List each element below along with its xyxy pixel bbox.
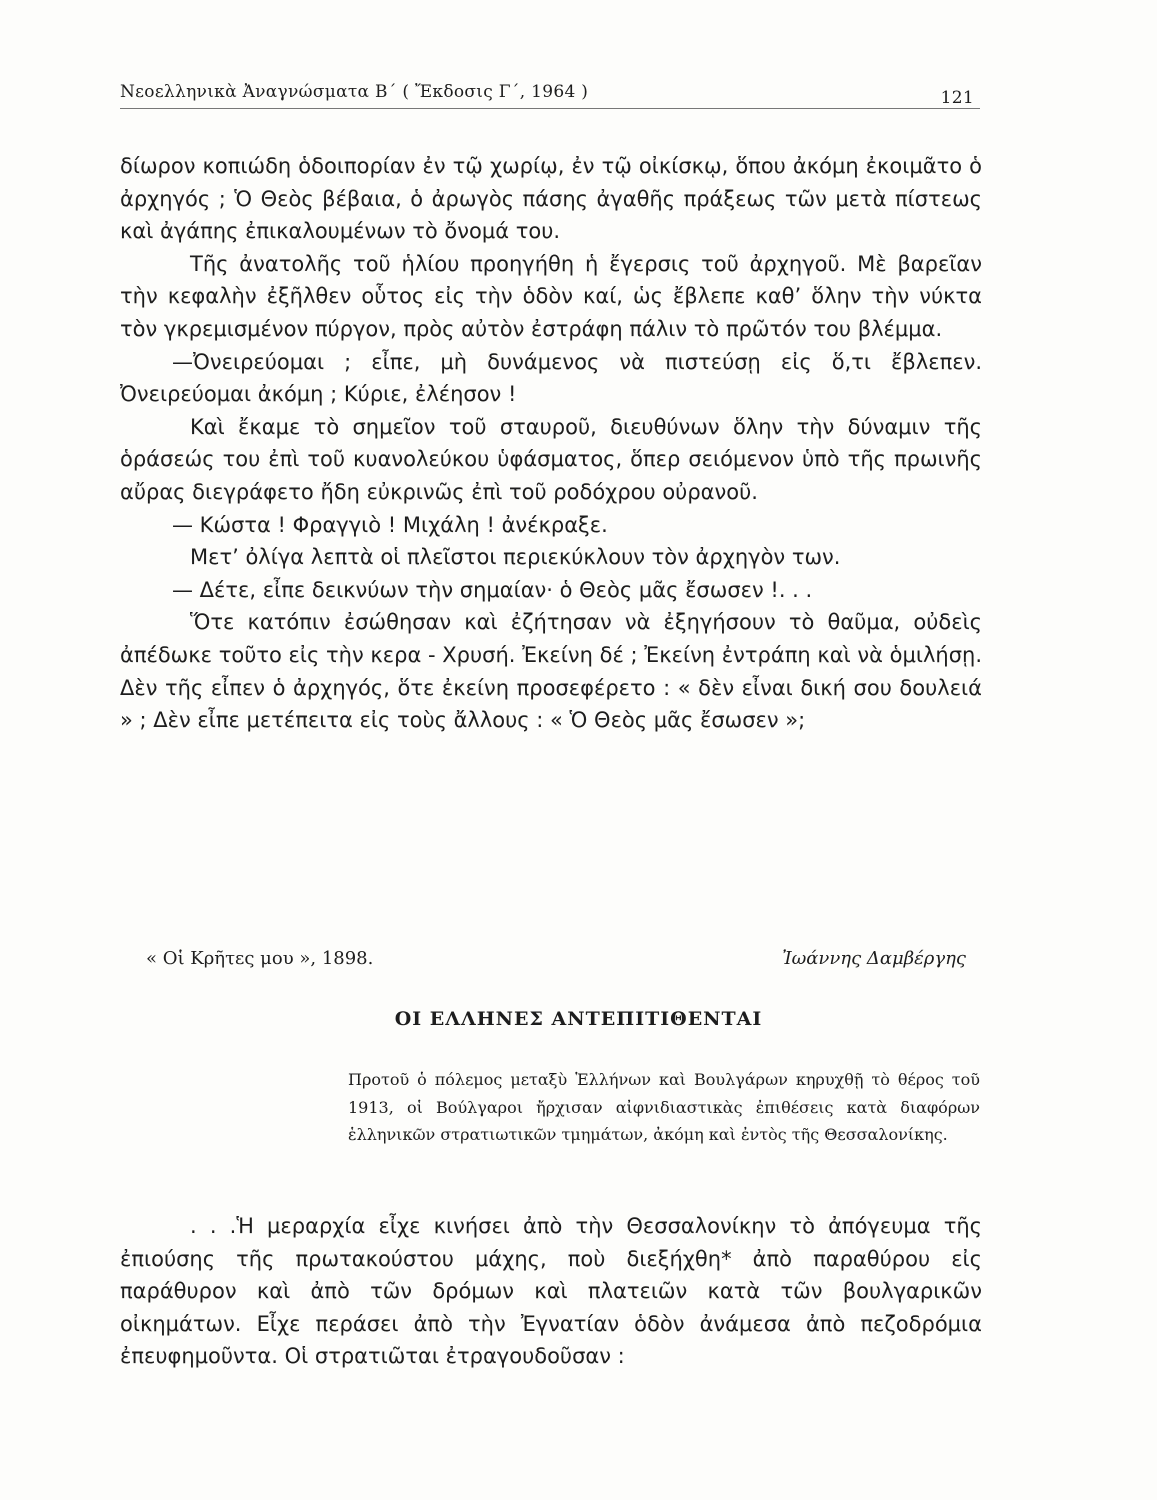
section-heading: ΟΙ ΕΛΛΗΝΕΣ ΑΝΤΕΠΙΤΙΘΕΝΤΑΙ [394,1008,763,1030]
paragraph: Ὅτε κατόπιν ἐσώθησαν καὶ ἐζήτησαν νὰ ἐξηγήσουν τὸ θαῦμα, οὐδεὶς ἀπέδωκε τοῦτο εἰς τὴν κερα - Χρυσή. Ἐκείνη δέ ; Ἐκείνη ἐντράπη καὶ νὰ ὁμιλήσῃ. Δὲν τῆς εἶπεν ὁ ἀρχηγός, ὅτε ἐκείνη προσεφέρετο : « δὲν εἶναι δική σου δουλειά » ; Δὲν εἶπε μετέπειτα εἰς τοὺς ἄλλους : « Ὁ Θεὸς μᾶς ἔσωσεν »; [120,610,982,733]
page-header [120,78,980,109]
source-title: « Οἱ Κρῆτες μου », 1898. [146,948,374,969]
dialog-line: — Δέτε, εἶπε δεικνύων τὴν σημαίαν· ὁ Θεὸς μᾶς ἔσωσεν !. . . [172,577,813,602]
paragraph: Καὶ ἔκαμε τὸ σημεῖον τοῦ σταυροῦ, διευθύνων ὅλην τὴν δύναμιν τῆς ὁράσεώς του ἐπὶ τοῦ κυανολεύκου ὑφάσματος, ὅπερ σειόμενον ὑπὸ τῆς πρωινῆς αὔρας διεγράφετο ἤδη εὐκρινῶς ἐπὶ τοῦ ροδόχρου οὐρανοῦ. [120,414,982,504]
paragraph: . . .Ἡ μεραρχία εἶχε κινήσει ἀπὸ τὴν Θεσσαλονίκην τὸ ἀπόγευμα τῆς ἐπιούσης τῆς πρωτακούστου μάχης, ποὺ διεξήχθη* ἀπὸ παραθύρου εἰς παράθυρον καὶ ἀπὸ τῶν δρόμων καὶ πλατειῶν κατὰ τῶν βουλγαρικῶν οἰκημάτων. Εἶχε περάσει ἀπὸ τὴν Ἐγνατίαν ὁδὸν ἀνάμεσα ἀπὸ πεζοδρόμια ἐπευφημοῦντα. Οἱ στρατιῶται ἐτραγουδοῦσαν : [120,1214,982,1369]
intro-note-text: Προτοῦ ὁ πόλεμος μεταξὺ Ἑλλήνων καὶ Βουλγάρων κηρυχθῇ τὸ θέρος τοῦ 1913, οἱ Βούλγαροι ἤρχισαν αἰφνιδιαστικὰς ἐπιθέσεις κατὰ διαφόρων ἑλληνικῶν στρατιωτικῶν τμημάτων, ἀκόμη καὶ ἐντὸς τῆς Θεσσαλονίκης. [348,1070,980,1144]
page-number: 121 [940,88,974,108]
paragraph: δίωρον κοπιώδη ὁδοιπορίαν ἐν τῷ χωρίῳ, ἐν τῷ οἰκίσκῳ, ὅπου ἀκόμη ἐκοιμᾶτο ὁ ἀρχηγός ; Ὁ Θεὸς βέβαια, ὁ ἀρωγὸς πάσης ἀγαθῆς πράξεως τῶν μετὰ πίστεως καὶ ἀγάπης ἐπικαλουμένων τὸ ὄνομά του. [120,154,982,244]
paragraph: Μετ’ ὀλίγα λεπτὰ οἱ πλεῖστοι περιεκύκλουν τὸν ἀρχηγὸν των. [190,545,841,570]
source-author: Ἰωάννης Δαμβέργης [782,948,966,969]
paragraph: Τῆς ἀνατολῆς τοῦ ἡλίου προηγήθη ἡ ἔγερσις τοῦ ἀρχηγοῦ. Μὲ βαρεῖαν τὴν κεφαλὴν ἐξῆλθεν οὗτος εἰς τὴν ὁδὸν καί, ὡς ἔβλεπε καθ’ ὅλην τὴν νύκτα τὸν γκρεμισμένον πύργον, πρὸς αὐτὸν ἐστράφη πάλιν τὸ πρῶτόν του βλέμμα. [120,251,982,341]
section-text [120,1210,982,1373]
dialog-line: —Ὀνειρεύομαι ; εἶπε, μὴ δυνάμενος νὰ πιστεύσῃ εἰς ὅ,τι ἔβλεπεν. Ὀνειρεύομαι ἀκόμη ; Κύριε, ἐλέησον ! [120,349,982,407]
running-title: Νεοελληνικὰ Ἀναγνώσματα Β΄ ( Ἔκδοσις Γ΄, 1964 ) [120,82,589,102]
dialog-line: — Κώστα ! Φραγγιὸ ! Μιχάλη ! ἀνέκραξε. [172,512,608,537]
source-citation [146,944,966,974]
intro-note [348,1066,980,1149]
story-text [120,150,982,737]
